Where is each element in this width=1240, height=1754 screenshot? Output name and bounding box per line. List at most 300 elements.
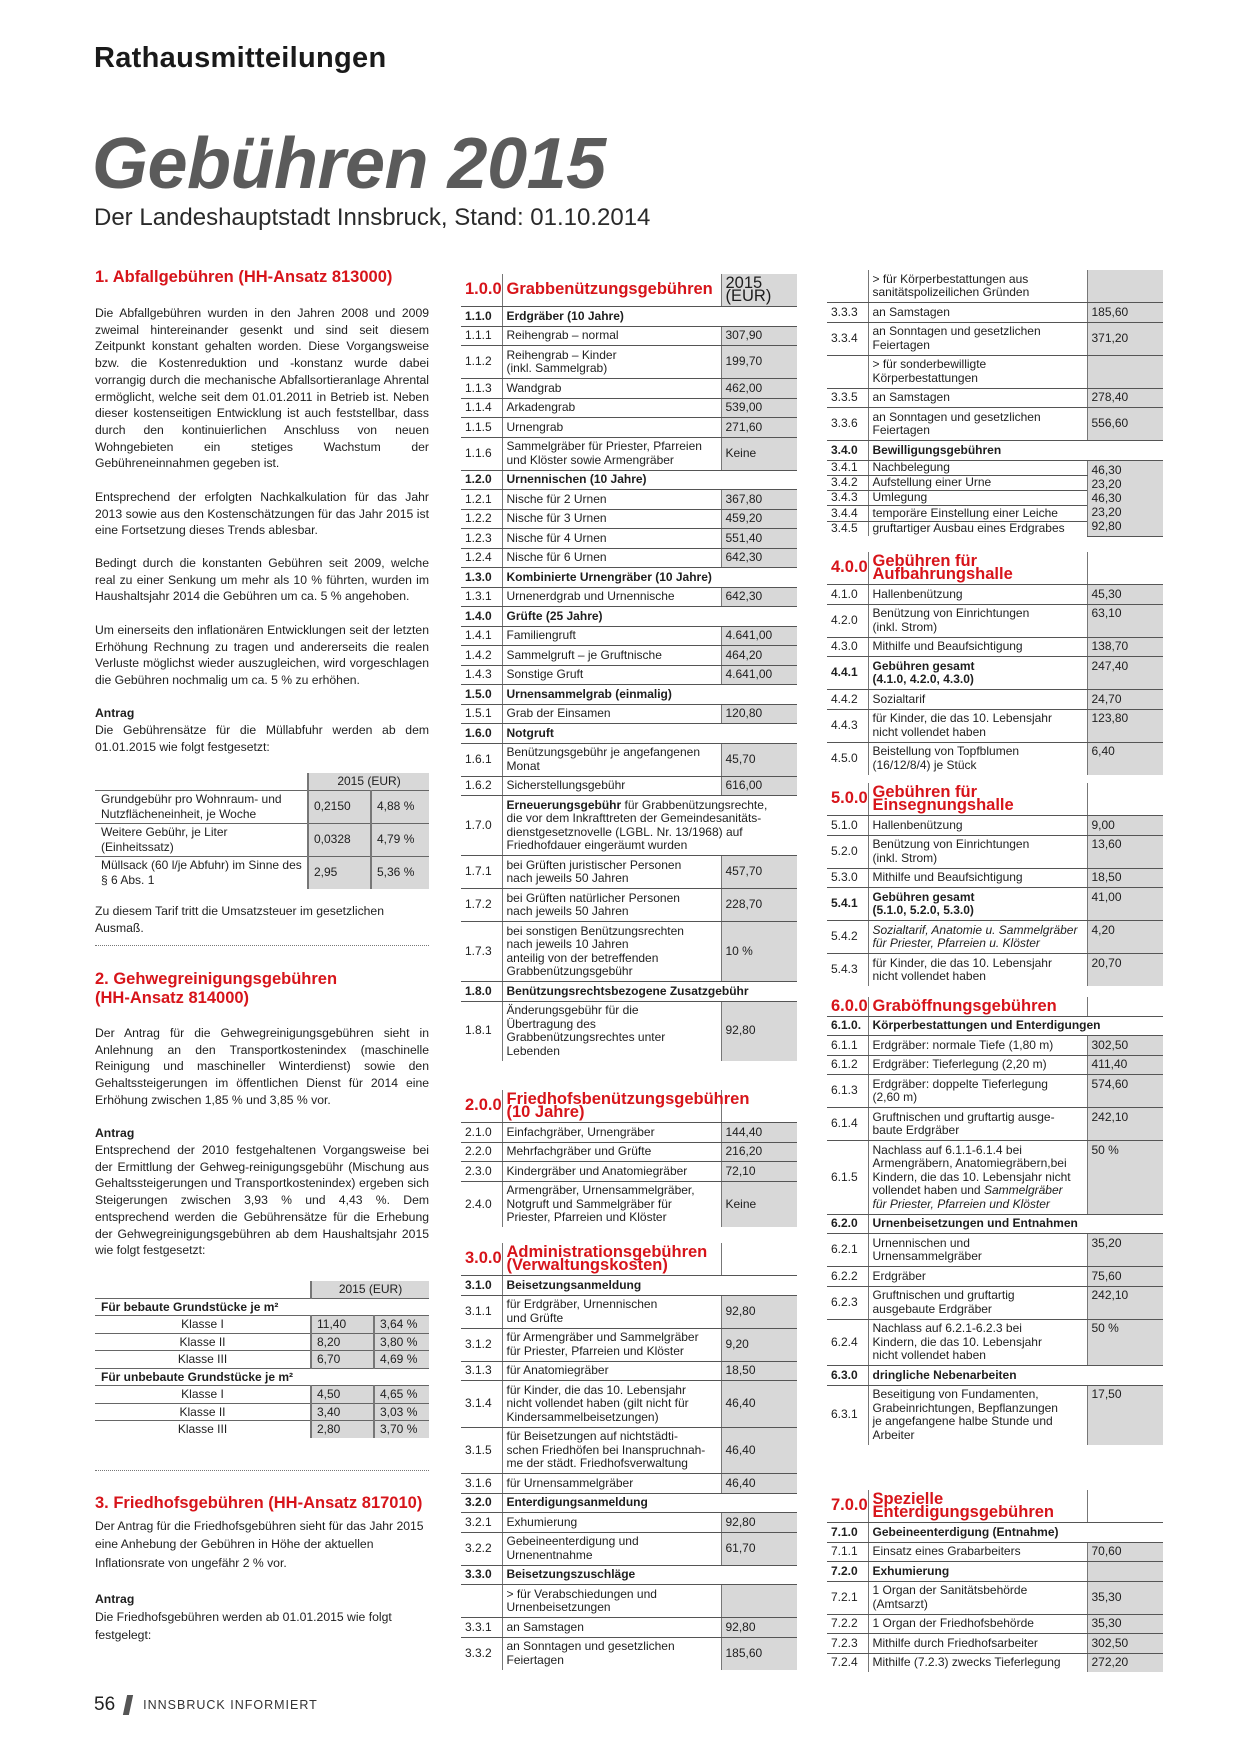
item-value: 46,30 23,20 46,30 23,20 92,80 — [1087, 460, 1163, 536]
item-label — [502, 1565, 797, 1585]
table-row — [827, 322, 1163, 355]
fee-table — [827, 997, 1163, 1445]
page-footer — [94, 1694, 318, 1716]
item-label-text: für Grabbenützungsrechte, die vor dem Inkrafttreten der Gemeindesanitäts- dienstgesetznovelle (LGBL. Nr. 13/1968) auf Friedhofdauer eingeräumt wurden — [506, 797, 768, 852]
item-label-text: Beistellung von Topfblumen (16/12/8/4) je Stück — [872, 744, 1020, 772]
item-label — [868, 460, 1087, 475]
item-number: 1.4.0 — [461, 607, 502, 627]
item-value: Keine — [721, 437, 797, 470]
table-row — [827, 1385, 1163, 1445]
value-cell — [1087, 997, 1163, 1016]
table-row — [827, 888, 1163, 921]
item-number: 3.3.2 — [461, 1637, 502, 1670]
item-label — [502, 982, 797, 1002]
subsection-row — [461, 796, 797, 856]
item-label — [502, 1474, 721, 1494]
column-header: 2015 (EUR) — [311, 1281, 429, 1298]
section-header-row — [461, 1243, 797, 1276]
item-value: 185,60 — [721, 1637, 797, 1670]
item-label-text: gruftartiger Ausbau eines Erdgrabes — [872, 521, 1065, 536]
item-number: 4.4.3 — [827, 709, 868, 742]
fee-table — [461, 274, 797, 1061]
item-number: 1.5.0 — [461, 685, 502, 705]
table-row — [827, 1286, 1163, 1319]
item-number: 1.1.2 — [461, 346, 502, 379]
section-header-row — [827, 1490, 1163, 1523]
item-number: 1.2.1 — [461, 490, 502, 510]
table-row — [827, 270, 1163, 303]
item-value: 228,70 — [721, 889, 797, 922]
subsection-row — [827, 1366, 1163, 1386]
table-row — [827, 921, 1163, 954]
item-value: 72,10 — [721, 1162, 797, 1182]
item-label-text: > für Verabschiedungen und Urnenbeisetzungen — [506, 1586, 657, 1614]
item-number: 2.2.0 — [461, 1142, 502, 1162]
item-number: 3.4.0 — [827, 441, 868, 461]
paragraph: Die Abfallgebühren wurden in den Jahren 2008 und 2009 zweimal hintereinander gesenkt und sind seit diesem Zeitpunkt konstant gehalten worden. Diese Vorgangsweise bzw. die Kostenreduktion und -konstanz wurde dabei vorrangig durch die mechanische Abfallsortieranlage Ahrental ermöglicht, welche seit dem 01.01.2011 in Betrieb ist. Neben dieser kostenseitigen Entwicklung ist auch feststellbar, dass durch den kontinuierlichen Anschluss von neuen Wohngebieten ein stetiges Wachstum der Gebühreneinnahmen gegeben ist. — [95, 306, 429, 471]
item-number: 6.2.3 — [827, 1286, 868, 1319]
item-label-bold: Erneuerungsgebühr — [506, 797, 622, 812]
item-label-text: Hallenbenützung — [872, 586, 963, 601]
table-row — [461, 398, 797, 418]
row-change: 3,70 % — [374, 1421, 429, 1438]
item-number: 5.4.2 — [827, 921, 868, 954]
item-label-text: Urnennischen (10 Jahre) — [506, 472, 647, 486]
item-label-text: Sonstige Gruft — [506, 667, 584, 681]
item-number: 1.6.1 — [461, 743, 502, 776]
item-label-text: Benützungsrechtsbezogene Zusatzgebühr — [506, 983, 749, 998]
item-label-text: Reihengrab – normal — [506, 328, 619, 342]
item-value: 13,60 — [1087, 835, 1163, 868]
table-row — [827, 1581, 1163, 1614]
item-label — [502, 1637, 721, 1670]
item-label — [502, 1162, 721, 1182]
item-label-text: Sozialtarif — [872, 691, 926, 706]
table-row — [827, 585, 1163, 605]
item-label — [502, 379, 721, 399]
item-number: 1.3.0 — [461, 568, 502, 588]
item-label — [502, 568, 797, 588]
subsection-row — [827, 441, 1163, 461]
item-value — [1087, 1562, 1163, 1582]
item-number: 6.1.4 — [827, 1108, 868, 1141]
subsection-row — [461, 307, 797, 327]
item-label — [868, 1267, 1087, 1287]
item-label-text: Kombinierte Urnengräber (10 Jahre) — [506, 569, 712, 584]
item-label-text: Grüfte (25 Jahre) — [506, 608, 603, 623]
row-value: 6,70 — [311, 1351, 374, 1369]
table-row — [827, 954, 1163, 987]
item-number: 3.4.2 — [827, 475, 868, 490]
item-number: 2.1.0 — [461, 1123, 502, 1143]
item-label — [868, 816, 1087, 836]
item-number: 1.7.0 — [461, 796, 502, 856]
item-number: 7.2.3 — [827, 1634, 868, 1654]
item-value: 46,40 — [721, 1474, 797, 1494]
item-label — [502, 437, 721, 470]
item-value: 185,60 — [1087, 303, 1163, 323]
item-label-text: Reihengrab – Kinder (inkl. Sammelgrab) — [506, 347, 617, 375]
table-row — [461, 1123, 797, 1143]
item-number: 3.3.5 — [827, 388, 868, 408]
fee-table — [461, 1243, 797, 1670]
item-value: 271,60 — [721, 418, 797, 438]
item-number: 4.4.2 — [827, 690, 868, 710]
item-label-text: an Sonntagen und gesetzlichen Feiertagen — [872, 409, 1041, 437]
item-label — [502, 307, 797, 327]
item-label — [868, 355, 1087, 388]
item-number: 7.1.1 — [827, 1542, 868, 1562]
item-label-text: Armengräber, Urnensammelgräber, Notgruft und Sammelgräber für Priester, Pfarreien und Klöster — [506, 1183, 695, 1224]
item-label — [502, 398, 721, 418]
item-label-text: Gruftnischen und gruftartig ausgebaute Erdgräber — [872, 1288, 1015, 1316]
item-label-text: Bewilligungsgebühren — [872, 442, 1002, 457]
table-row — [827, 1055, 1163, 1075]
row-label: Klasse I — [95, 1316, 311, 1334]
item-label-text: für Anatomiegräber — [506, 1363, 609, 1377]
item-label — [502, 743, 721, 776]
row-label: Klasse II — [95, 1333, 311, 1351]
item-number: 3.3.6 — [827, 408, 868, 441]
item-label-text: Beisetzungsanmeldung — [506, 1277, 642, 1292]
subsection-row — [827, 1214, 1163, 1234]
section-header-row — [461, 274, 797, 307]
item-value: 35,30 — [1087, 1581, 1163, 1614]
item-number: 6.0.0 — [827, 997, 868, 1016]
item-value: 6,40 — [1087, 742, 1163, 775]
table-row — [461, 856, 797, 889]
row-label: Klasse III — [95, 1351, 311, 1369]
item-label-text: Exhumierung — [506, 1514, 578, 1529]
subsection-row — [461, 685, 797, 705]
item-label — [868, 888, 1087, 921]
item-label — [502, 1295, 721, 1328]
item-value: 464,20 — [721, 646, 797, 666]
item-label — [502, 1493, 797, 1513]
item-number: 1.4.2 — [461, 646, 502, 666]
item-number: 1.2.4 — [461, 548, 502, 568]
table-row — [827, 1075, 1163, 1108]
item-label-text: Gebühren gesamt (4.1.0, 4.2.0, 4.3.0) — [872, 658, 975, 686]
section-header-row — [827, 783, 1163, 816]
item-label-text: Benützung von Einrichtungen (inkl. Strom) — [872, 837, 1030, 865]
subsection-row — [827, 1016, 1163, 1036]
item-label-text: für Urnensammelgräber — [506, 1475, 634, 1490]
item-number: 3.1.3 — [461, 1361, 502, 1381]
item-number: 1.6.0 — [461, 724, 502, 744]
item-number: 3.1.0 — [461, 1276, 502, 1296]
table-row — [461, 1142, 797, 1162]
table-row — [827, 1234, 1163, 1267]
item-number: 6.3.0 — [827, 1366, 868, 1386]
table-row — [827, 1036, 1163, 1056]
item-label — [868, 270, 1087, 303]
fee-table — [461, 1090, 797, 1227]
row-label: Weitere Gebühr, je Liter (Einheitssatz) — [95, 823, 308, 856]
subsection-row — [461, 724, 797, 744]
item-number: 3.1.5 — [461, 1427, 502, 1474]
item-number: 4.4.1 — [827, 657, 868, 690]
item-label — [502, 1328, 721, 1361]
item-label — [868, 1490, 1087, 1523]
item-number: 6.1.5 — [827, 1141, 868, 1215]
table-row — [461, 346, 797, 379]
table-row — [461, 1513, 797, 1533]
item-label — [502, 274, 721, 307]
item-number: 3.0.0 — [461, 1243, 502, 1276]
table-row — [827, 460, 1163, 475]
table-row — [461, 529, 797, 549]
item-value: 10 % — [721, 922, 797, 982]
table-row — [461, 1585, 797, 1618]
item-label-text: Notgruft — [506, 725, 554, 740]
value-cell — [1087, 552, 1163, 585]
item-value: 411,40 — [1087, 1055, 1163, 1075]
subsection-row — [461, 1565, 797, 1585]
tax-note: Zu diesem Tarif tritt die Umsatzsteuer im gesetzlichen Ausmaß. — [95, 904, 384, 935]
table-row — [461, 379, 797, 399]
page-number: 56 — [94, 1694, 116, 1715]
table-row — [827, 1108, 1163, 1141]
item-value: 35,20 — [1087, 1234, 1163, 1267]
item-number: 3.1.6 — [461, 1474, 502, 1494]
item-label-text: Administrationsgebühren (Verwaltungskosten) — [506, 1242, 708, 1274]
item-number: 4.0.0 — [827, 552, 868, 585]
item-number: 1.7.1 — [461, 856, 502, 889]
item-number: 3.1.2 — [461, 1328, 502, 1361]
section-header-row — [827, 552, 1163, 585]
item-value: 46,40 — [721, 1427, 797, 1474]
item-label-text: Hallenbenützung — [872, 817, 963, 832]
item-label — [868, 585, 1087, 605]
item-label — [502, 1243, 721, 1276]
row-change: 4,65 % — [374, 1386, 429, 1404]
item-label — [868, 709, 1087, 742]
item-label — [502, 607, 797, 627]
item-number: 7.2.4 — [827, 1653, 868, 1672]
table-row — [461, 1361, 797, 1381]
item-label-text: Kindergräber und Anatomiegräber — [506, 1163, 688, 1178]
subsection-row — [461, 982, 797, 1002]
item-value — [1087, 270, 1163, 303]
table-row — [461, 1532, 797, 1565]
item-label-text: Spezielle Enterdigungsgebühren — [872, 1489, 1054, 1521]
item-label-text: an Samstagen — [506, 1619, 584, 1634]
row-value: 8,20 — [311, 1333, 374, 1351]
item-value: 307,90 — [721, 326, 797, 346]
item-number: 1.4.1 — [461, 626, 502, 646]
item-number: 3.4.3 — [827, 491, 868, 506]
item-label-text: Erdgräber — [872, 1268, 926, 1283]
item-label-text: bei Grüften natürlicher Personen nach jeweils 50 Jahren — [506, 890, 680, 918]
item-number: 3.3.0 — [461, 1565, 502, 1585]
item-number: 1.6.2 — [461, 776, 502, 796]
item-label — [502, 509, 721, 529]
paragraph: Der Antrag für die Friedhofsgebühren sieht für das Jahr 2015 eine Anhebung der Gebühren in Höhe der aktuellen Inflationsrate von ungefähr 2 % vor. — [95, 1519, 424, 1570]
table-row — [827, 1542, 1163, 1562]
item-label-text: Friedhofsbenützungsgebühren (10 Jahre) — [506, 1089, 750, 1121]
item-label — [868, 1055, 1087, 1075]
table-row — [461, 1295, 797, 1328]
item-label-text: Grabbenützungsgebühren — [506, 280, 713, 299]
item-number: 3.4.5 — [827, 521, 868, 536]
item-value: 18,50 — [1087, 868, 1163, 888]
item-value: 144,40 — [721, 1123, 797, 1143]
row-label: Klasse II — [95, 1403, 311, 1421]
subsection-row — [827, 1523, 1163, 1543]
item-number: 1.2.3 — [461, 529, 502, 549]
item-value: 462,00 — [721, 379, 797, 399]
item-label-text: Wandgrab — [506, 380, 562, 395]
item-label — [868, 1581, 1087, 1614]
item-label-text: Nische für 4 Urnen — [506, 530, 607, 545]
item-label — [868, 1016, 1163, 1036]
paragraph: Bedingt durch die konstanten Gebühren seit 2009, welche real zu einer Senkung um mehr als 10 % führten, wurden im Haushaltsjahr 2014 die Gebühren um ca. 5 % angehoben. — [95, 556, 429, 604]
subsection-row — [461, 1493, 797, 1513]
table-row — [461, 1328, 797, 1361]
subsection-row — [461, 568, 797, 588]
antrag-text: Die Gebührensätze für die Müllabfuhr werden ab dem 01.01.2015 wie folgt festgesetzt: — [95, 723, 429, 754]
item-label — [868, 1523, 1163, 1543]
item-label — [868, 921, 1087, 954]
item-label-text: Sammelgräber für Priester, Pfarreien und Klöster sowie Armengräber — [506, 439, 702, 467]
item-label — [868, 1366, 1163, 1386]
item-number: 3.1.4 — [461, 1381, 502, 1428]
item-label — [868, 322, 1087, 355]
item-label — [868, 868, 1087, 888]
item-label-text: Einfachgräber, Urnengräber — [506, 1124, 655, 1139]
item-label-text: Gebeineenterdigung und Urnenentnahme — [506, 1534, 639, 1562]
table-row — [827, 657, 1163, 690]
item-value: 92,80 — [721, 1295, 797, 1328]
item-label-text: Änderungsgebühr für die Übertragung des Grabbenützungsrechtes unter Lebenden — [506, 1003, 666, 1058]
item-label-text: Graböffnungsgebühren — [872, 996, 1057, 1015]
divider — [95, 1470, 429, 1471]
section-header-row — [827, 997, 1163, 1016]
item-label — [868, 690, 1087, 710]
item-number: 1.1.3 — [461, 379, 502, 399]
item-label — [502, 470, 797, 490]
item-number: 6.1.2 — [827, 1055, 868, 1075]
item-value: 9,20 — [721, 1328, 797, 1361]
item-label — [868, 408, 1087, 441]
value-cell — [1087, 783, 1163, 816]
item-label — [502, 724, 797, 744]
item-label-text: Erdgräber: normale Tiefe (1,80 m) — [872, 1037, 1054, 1052]
table-row — [461, 437, 797, 470]
table-row — [827, 1141, 1163, 1215]
item-number: 6.2.0 — [827, 1214, 868, 1234]
item-label — [502, 646, 721, 666]
item-label — [502, 1089, 750, 1123]
item-label — [502, 704, 721, 724]
item-value: 24,70 — [1087, 690, 1163, 710]
table-row — [461, 704, 797, 724]
item-label — [502, 1123, 721, 1143]
item-label-text: bei Grüften juristischer Personen nach jeweils 50 Jahren — [506, 857, 682, 885]
item-label-text: Urnensammelgrab (einmalig) — [506, 686, 672, 701]
item-label-text: 1 Organ der Friedhofsbehörde — [872, 1616, 1034, 1630]
item-label — [502, 796, 797, 856]
item-label-text: Sicherstellungsgebühr — [506, 778, 626, 792]
subsection-row — [461, 1276, 797, 1296]
item-number: 7.2.1 — [827, 1581, 868, 1614]
table-row — [461, 1001, 797, 1061]
item-value: 247,40 — [1087, 657, 1163, 690]
item-label-text: Urnenbeisetzungen und Entnahmen — [872, 1216, 1078, 1230]
row-value: 2,80 — [311, 1421, 374, 1438]
table-row — [827, 1634, 1163, 1654]
item-label — [868, 1614, 1087, 1634]
row-change: 4,79 % — [371, 823, 429, 856]
item-value: 642,30 — [721, 587, 797, 607]
item-number: 7.2.2 — [827, 1614, 868, 1634]
item-label-text: Erdgräber (10 Jahre) — [506, 308, 624, 323]
item-number: 5.2.0 — [827, 835, 868, 868]
item-number — [827, 355, 868, 388]
item-label-text: Erdgräber: doppelte Tieferlegung (2,60 m) — [872, 1076, 1048, 1104]
page-title: Gebühren 2015 — [92, 124, 606, 204]
table-row — [461, 548, 797, 568]
item-value: 123,80 — [1087, 709, 1163, 742]
item-label — [868, 1075, 1087, 1108]
section-kicker: Rathausmitteilungen — [94, 42, 387, 74]
item-label-text: für Kinder, die das 10. Lebensjahr nicht vollendet haben — [872, 955, 1052, 983]
table-row — [461, 418, 797, 438]
item-value: 216,20 — [721, 1142, 797, 1162]
row-change: 5,36 % — [371, 856, 429, 889]
item-label-text: Körperbestattungen und Enterdigungen — [872, 1018, 1101, 1032]
row-label: Müllsack (60 l/je Abfuhr) im Sinne des § 6 Abs. 1 — [101, 858, 302, 887]
item-value: 45,30 — [1087, 585, 1163, 605]
item-number: 3.1.1 — [461, 1295, 502, 1328]
item-label-text: Beseitigung von Fundamenten, Grabeinrichtungen, Bepflanzungen je angefangene halbe Stunde und Arbeiter — [872, 1387, 1058, 1442]
item-label-text: Gebühren für Einsegnungshalle — [872, 782, 1014, 814]
item-number: 1.1.1 — [461, 326, 502, 346]
item-label-text: > für sonderbewilligte Körperbestattungen — [872, 357, 987, 385]
item-number: 3.2.0 — [461, 1493, 502, 1513]
item-number: 3.3.4 — [827, 322, 868, 355]
item-label-text: für Kinder, die das 10. Lebensjahr nicht vollendet haben (gilt nicht für Kindersammelbeisetzungen) — [506, 1382, 689, 1424]
magazine-name: INNSBRUCK INFORMIERT — [143, 1698, 318, 1712]
item-label-text: Benützung von Einrichtungen (inkl. Strom) — [872, 606, 1030, 634]
item-number: 1.8.1 — [461, 1001, 502, 1061]
table-row — [461, 1162, 797, 1182]
item-label-text: Exhumierung — [872, 1563, 950, 1578]
item-label — [868, 1036, 1087, 1056]
table-row — [827, 868, 1163, 888]
item-label-text: Nachbelegung — [872, 459, 950, 474]
table-row — [461, 326, 797, 346]
table-row — [827, 604, 1163, 637]
antrag-label: Antrag — [95, 706, 135, 720]
item-label-text: Nachlass auf 6.1.1-6.1.4 bei Armengräbern, Anatomiegräbern,bei Kindern, die das 10. Lebensjahr nicht vollendet haben und — [872, 1142, 1071, 1197]
item-number: 1.2.0 — [461, 470, 502, 490]
group-label: Für bebaute Grundstücke je m² — [95, 1298, 429, 1316]
item-number: 4.1.0 — [827, 585, 868, 605]
item-label — [868, 742, 1087, 775]
item-label-text: Grab der Einsamen — [506, 706, 611, 720]
item-number: 1.1.5 — [461, 418, 502, 438]
item-number: 3.2.1 — [461, 1513, 502, 1533]
item-value: Keine — [721, 1181, 797, 1227]
item-label-text: für Beisetzungen auf nichtstädti- schen Friedhöfen bei Inanspruchnah- me der städt. Friedhofsverwaltung — [506, 1429, 706, 1470]
item-label-text: temporäre Einstellung einer Leiche — [872, 505, 1058, 520]
table-row — [827, 835, 1163, 868]
item-label — [868, 1286, 1087, 1319]
item-value: 457,70 — [721, 856, 797, 889]
table-row — [827, 637, 1163, 657]
